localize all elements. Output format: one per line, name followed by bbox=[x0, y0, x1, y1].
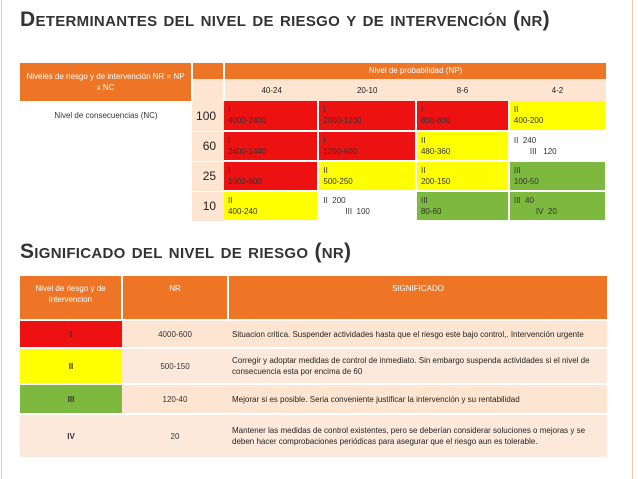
heading-significado bbox=[20, 240, 351, 265]
matrix-cell bbox=[416, 191, 509, 221]
cell-range: 100-50 bbox=[513, 177, 539, 186]
matrix-cell bbox=[224, 131, 318, 161]
matrix-cell bbox=[509, 161, 606, 191]
cell-range: 400-200 bbox=[513, 116, 544, 125]
cell-level: II bbox=[323, 166, 328, 175]
cell-level: II 240 bbox=[513, 136, 537, 145]
risk-significado: Mejorar si es posible. Seria conveniente justificar la intervención y su rentabilidad bbox=[228, 384, 607, 414]
nc-value: 25 bbox=[192, 161, 224, 191]
cell-level: I bbox=[323, 136, 326, 145]
heading-determinantes bbox=[20, 8, 580, 33]
matrix-cell bbox=[224, 191, 318, 221]
cell-range: 480-360 bbox=[420, 147, 451, 156]
risk-nr: 20 bbox=[122, 414, 228, 458]
cell-range: III 100 bbox=[345, 207, 370, 216]
table-row bbox=[20, 384, 607, 414]
risk-level: III bbox=[20, 384, 122, 414]
risk-matrix-table bbox=[20, 63, 607, 222]
risk-level: II bbox=[20, 348, 122, 384]
risk-level: I bbox=[20, 320, 122, 348]
matrix-cell bbox=[416, 161, 509, 191]
prob-col-3: 8-6 bbox=[416, 79, 509, 101]
cell-level: II bbox=[420, 136, 426, 145]
cell-range: IV 20 bbox=[535, 207, 557, 216]
cell-level: II bbox=[513, 105, 519, 114]
nc-value: 10 bbox=[192, 191, 224, 221]
cell-range: 4000-2400 bbox=[228, 116, 267, 125]
cell-range: 80-60 bbox=[420, 207, 442, 216]
risk-level: IV bbox=[20, 414, 122, 458]
corner-label-text: Niveles de riesgo y de intervención NR = NP x NC bbox=[26, 72, 185, 92]
prob-col-1: 40-24 bbox=[224, 79, 318, 101]
cell-range: 400-240 bbox=[228, 207, 258, 216]
cell-range: 1200-600 bbox=[323, 147, 358, 156]
matrix-cell bbox=[224, 101, 318, 131]
matrix-cell bbox=[224, 161, 318, 191]
nc-value: 100 bbox=[192, 101, 224, 131]
cell-level: I bbox=[228, 136, 231, 145]
col-header-level: Nivel de riesgo y de intervencion bbox=[20, 276, 122, 320]
cell-level: I bbox=[420, 105, 424, 114]
prob-header: Nivel de probabilidad (NP) bbox=[224, 63, 606, 79]
risk-meaning-table bbox=[20, 276, 607, 459]
matrix-cell bbox=[318, 161, 416, 191]
matrix-cell bbox=[318, 191, 416, 221]
cell-range: 2400-1440 bbox=[228, 147, 267, 156]
cell-level: II 200 bbox=[323, 196, 346, 205]
table-row bbox=[20, 320, 607, 348]
nc-num-subheader-spacer bbox=[192, 79, 224, 101]
cell-range: 500-250 bbox=[323, 177, 353, 186]
matrix-cell bbox=[416, 101, 509, 131]
frame-left-line bbox=[1, 0, 2, 479]
heading-2-text: Significado del nivel de riesgo (nr) bbox=[20, 240, 352, 263]
risk-significado: Mantener las medidas de control existentes, pero se deberían considerar soluciones o mejoras y se deben hacer comprobaciones periódicas para asegurar que el riesgo aun es tolerable. bbox=[228, 414, 607, 458]
cell-range: 2000-1200 bbox=[323, 116, 362, 125]
cell-level: III 40 bbox=[513, 196, 534, 205]
prob-col-4: 4-2 bbox=[509, 79, 606, 101]
cell-level: I bbox=[228, 166, 231, 175]
cell-level: III bbox=[513, 166, 521, 175]
cell-level: I bbox=[228, 105, 231, 114]
prob-col-2: 20-10 bbox=[318, 79, 416, 101]
risk-nr: 4000-600 bbox=[122, 320, 228, 348]
cell-range: III 120 bbox=[529, 147, 557, 156]
cell-range: 1000-600 bbox=[228, 177, 262, 186]
nc-label: Nivel de consecuencias (NC) bbox=[20, 101, 192, 221]
cell-level: III bbox=[420, 196, 428, 205]
matrix-cell bbox=[318, 101, 416, 131]
corner-label bbox=[20, 63, 192, 101]
nc-num-header-spacer bbox=[192, 63, 224, 79]
risk-significado: Corregir y adoptar medidas de control de inmediato. Sin embargo suspenda actividades si el nivel de consecuencia esta por encima de 60 bbox=[228, 348, 607, 384]
matrix-cell bbox=[509, 131, 606, 161]
col-header-significado: SIGNIFICADO bbox=[228, 276, 607, 320]
cell-range: 200-150 bbox=[420, 177, 451, 186]
risk-nr: 500-150 bbox=[122, 348, 228, 384]
cell-level: I bbox=[323, 105, 326, 114]
heading-1-text: Determinantes del nivel de riesgo y de intervención (nr) bbox=[20, 8, 550, 31]
matrix-cell bbox=[318, 131, 416, 161]
cell-level: II bbox=[228, 196, 233, 205]
table-row bbox=[20, 414, 607, 458]
matrix-cell bbox=[416, 131, 509, 161]
table-row bbox=[20, 348, 607, 384]
col-header-nr: NR bbox=[122, 276, 228, 320]
nc-value: 60 bbox=[192, 131, 224, 161]
cell-range: 800-600 bbox=[420, 116, 451, 125]
matrix-cell bbox=[509, 101, 606, 131]
risk-nr: 120-40 bbox=[122, 384, 228, 414]
frame-right-line bbox=[632, 0, 633, 479]
matrix-cell bbox=[509, 191, 606, 221]
cell-level: II bbox=[420, 166, 426, 175]
risk-significado: Situacion critica. Suspender actividades hasta que el riesgo este bajo control,. Intervención urgente bbox=[228, 320, 607, 348]
